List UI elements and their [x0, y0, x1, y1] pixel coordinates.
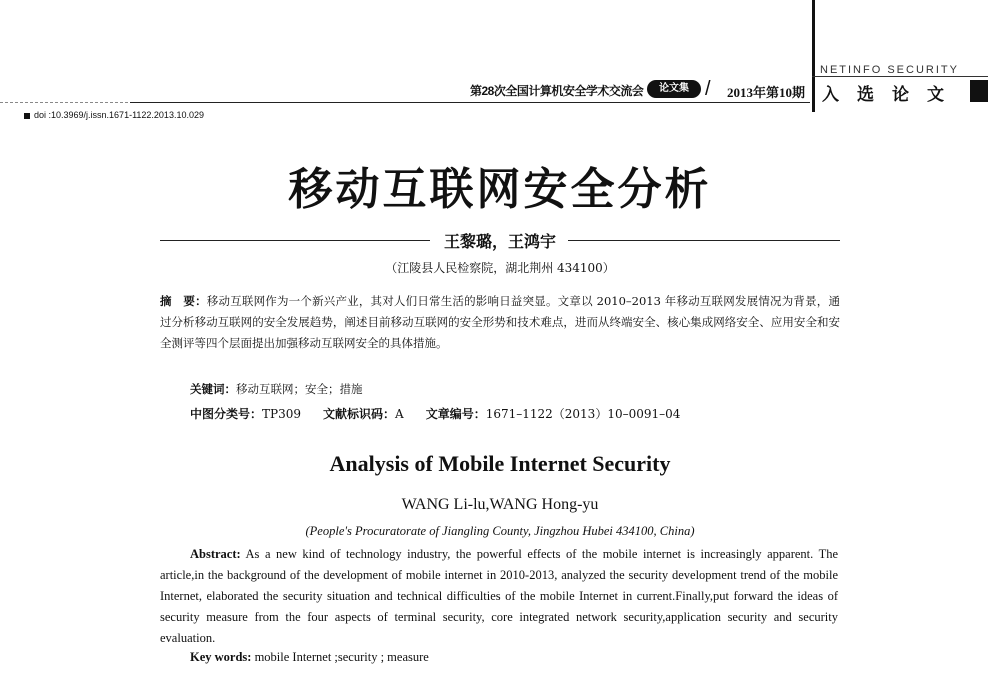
abstract-zh-label: 摘 要： [160, 294, 207, 308]
abstract-en-text: As a new kind of technology industry, the powerful effects of the mobile internet is increasingly apparent. The article,in the background of the development of mobile internet in 2010-2013, analyzed the security development trend of the mobile Internet, elaborated the security situation and technical difficulties of the mobile Internet in current.Finally,put forward the ideas of security measure from the four aspects of terminal security, core integrated network security,application security and security evaluation. [160, 547, 839, 645]
keywords-en-label: Key words: [190, 650, 252, 664]
proceedings-badge: 论文集 [647, 80, 701, 98]
authors-zh: 王黎璐，王鸿宇 [443, 232, 556, 251]
abstract-en [160, 544, 838, 649]
article-no-label: 文章编号： [425, 407, 486, 421]
affiliation-zh: （江陵县人民检察院，湖北荆州 434100） [385, 261, 615, 275]
keywords-zh [190, 381, 363, 397]
doc-code-value: A [395, 407, 404, 421]
doc-code-label: 文献标识码： [323, 407, 396, 421]
conference-name: 第28次全国计算机安全学术交流会 [470, 84, 644, 98]
journal-name-en: NETINFO SECURITY [820, 64, 959, 76]
header-slash: / [705, 78, 711, 100]
title-en: Analysis of Mobile Internet Security [329, 451, 671, 476]
header-vertical-bar [812, 0, 815, 112]
abstract-en-label: Abstract: [190, 547, 241, 561]
author-rule-left [160, 240, 430, 241]
keywords-en-text: mobile Internet ;security ; measure [254, 650, 429, 664]
authors-en: WANG Li-lu,WANG Hong-yu [401, 496, 599, 513]
journal-rule [812, 76, 988, 77]
keywords-en [190, 650, 429, 665]
section-label: 入选论文 [822, 85, 962, 105]
abstract-zh [160, 291, 840, 354]
article-no-value: 1671–1122（2013）10–0091–04 [485, 407, 681, 421]
doi-bullet-icon [24, 113, 30, 119]
clc-value: TP309 [262, 407, 301, 421]
classification-line [190, 405, 680, 422]
clc-label: 中图分类号： [190, 407, 263, 421]
header-dashed-rule [0, 102, 128, 103]
keywords-zh-label: 关键词： [190, 382, 236, 396]
author-rule-right [568, 240, 840, 241]
section-block-mark [970, 80, 988, 102]
abstract-zh-text: 移动互联网作为一个新兴产业，其对人们日常生活的影响日益突显。文章以 2010–2013 年移动互联网发展情况为背景，通过分析移动互联网的安全发展趋势，阐述目前移动互联网的安全形势和技术难点，进而从终端安全、核心集成网络安全、应用安全和安全测评等四个层面提出加强移动互联网安全的具体措施。 [160, 294, 841, 350]
title-zh: 移动互联网安全分析 [288, 164, 712, 215]
affiliation-en: (People's Procuratorate of Jiangling County, Jingzhou Hubei 434100, China) [305, 524, 695, 538]
header-rule [130, 102, 810, 103]
issue-number: 2013年第10期 [727, 85, 806, 100]
keywords-zh-text: 移动互联网；安全；措施 [236, 382, 363, 396]
doi: doi :10.3969/j.issn.1671-1122.2013.10.029 [34, 110, 204, 120]
